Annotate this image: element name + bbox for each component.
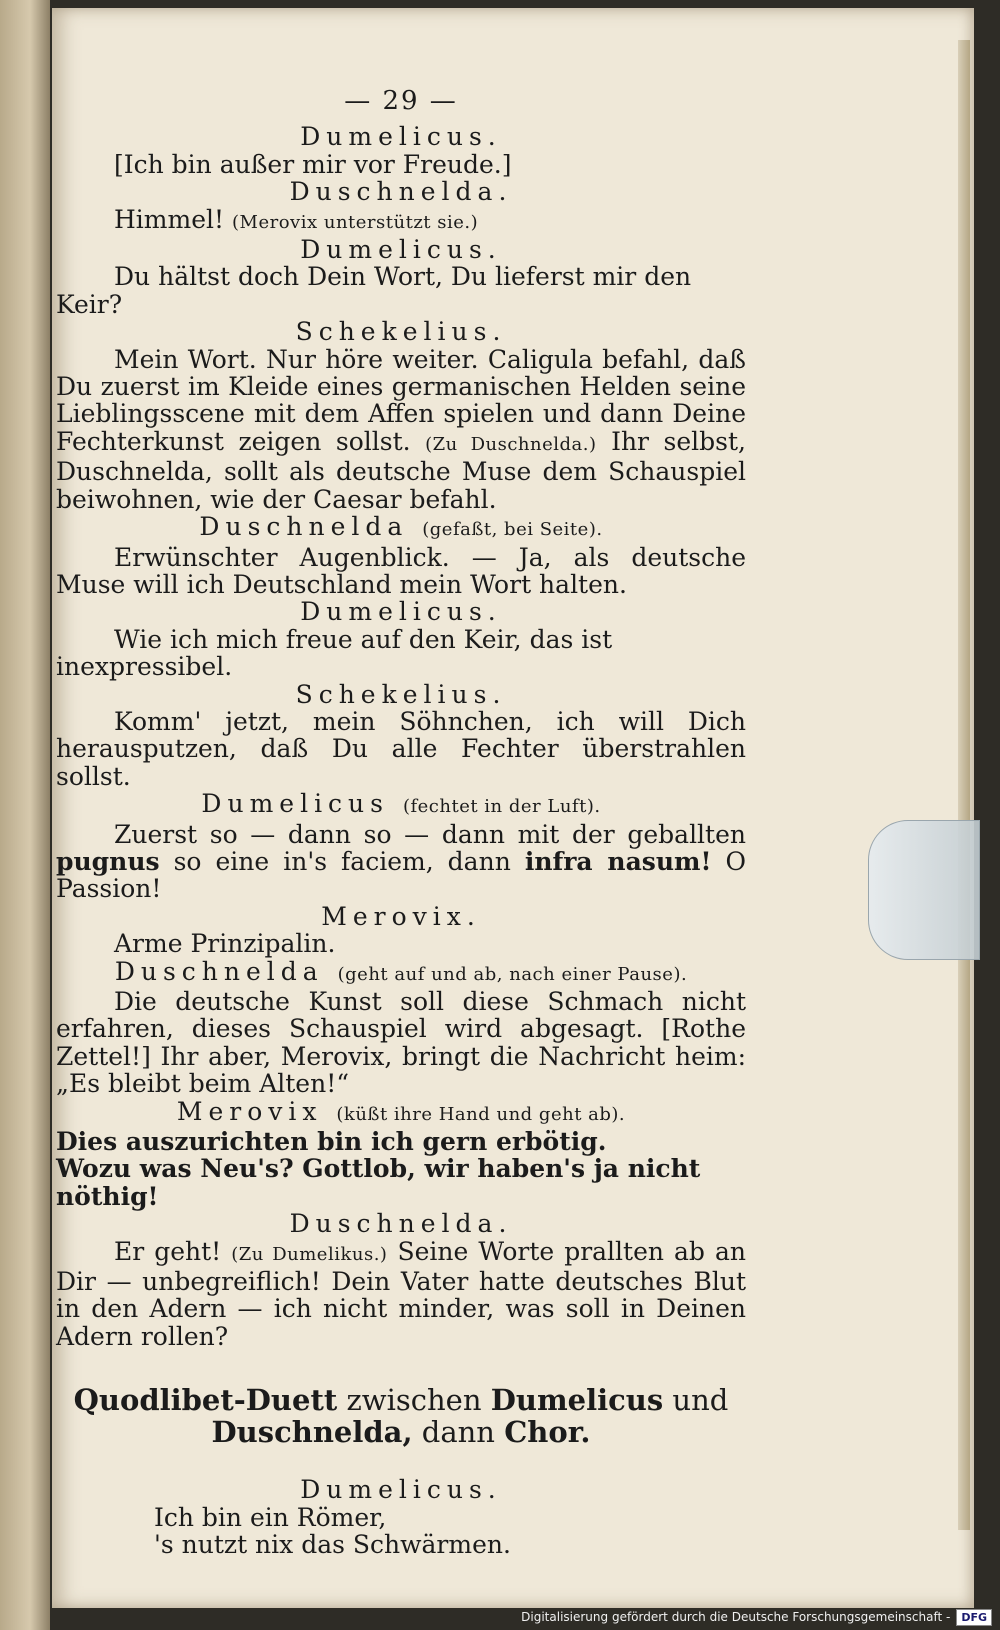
speaker-name: Dumelicus. <box>300 122 502 152</box>
dialogue-text: Erwünschter Augenblick. — Ja, als deutsche Muse will ich Deutschland mein Wort halten. <box>56 542 746 599</box>
stage-direction: (Merovix unterstützt sie.) <box>232 211 479 233</box>
dialogue-text: Seine Worte prallten ab an Dir — unbegreiflich! Dein Vater hatte deutsches Blut in den Adern — ich nicht minder, was soll in Deinen Adern rollen? <box>56 1236 746 1351</box>
speaker-name: Duschnelda <box>114 956 338 986</box>
verse-line: Dies auszurichten bin ich gern erbötig. <box>56 1127 607 1157</box>
dialogue-line: Arme Prinzipalin. <box>114 929 336 959</box>
facing-page-edge <box>0 0 50 1630</box>
speaker-name: Schekelius. <box>295 317 507 347</box>
stage-direction: (gefaßt, bei Seite). <box>422 519 603 541</box>
stage-direction: (Zu Dumelikus.) <box>231 1243 388 1265</box>
speaker-with-direction <box>56 1098 746 1128</box>
footer-text: Digitalisierung gefördert durch die Deutsche Forschungsgemeinschaft - <box>521 1610 951 1624</box>
dialogue-paragraph <box>56 346 746 513</box>
page-text <box>56 88 746 1559</box>
stage-direction: (geht auf und ab, nach einer Pause). <box>337 963 688 985</box>
song-speaker: Dumelicus. <box>300 1475 502 1505</box>
verse-line: Wozu was Neu's? Gottlob, wir haben's ja nicht nöthig! <box>56 1154 701 1211</box>
speaker-name: Duschnelda <box>199 512 423 542</box>
dialogue-paragraph <box>56 821 746 903</box>
dialogue-text: Komm' jetzt, mein Söhnchen, ich will Dich herausputzen, daß Du alle Fechter überstrahlen sollst. <box>56 706 746 791</box>
heading-part: und <box>663 1383 729 1418</box>
section-heading <box>56 1384 746 1448</box>
verse-line: Ich bin ein Römer, <box>154 1502 387 1532</box>
heading-part: zwischen <box>337 1383 491 1418</box>
dialogue-text: Ihr selbst, Duschnelda, sollt als deutsche Muse dem Schauspiel beiwohnen, wie der Caesar befahl. <box>56 426 746 514</box>
page-fore-edge <box>958 40 970 1530</box>
dialogue-text: Er geht! <box>114 1236 232 1266</box>
speaker-name: Duschnelda. <box>289 177 513 207</box>
dialogue-line: [Ich bin außer mir vor Freude.] <box>114 149 512 179</box>
heading-part: Dumelicus <box>490 1383 664 1418</box>
dialogue-paragraph <box>56 708 746 790</box>
speaker-name: Schekelius. <box>295 679 507 709</box>
footer-credit <box>521 1606 992 1628</box>
dialogue-text: Himmel! <box>114 204 232 234</box>
song-verse <box>56 1504 746 1559</box>
heading-part: Quodlibet-Duett <box>73 1383 338 1418</box>
dialogue-text: Mein Wort. Nur höre weiter. Caligula befahl, daß Du zuerst im Kleide eines germanischen Helden seine Lieblingsscene mit dem Affen spielen und dann Deine Fechterkunst zeigen sollst. <box>56 344 746 456</box>
speaker-name: Merovix <box>176 1096 337 1126</box>
speaker-name: Dumelicus <box>201 789 403 819</box>
heading-part: dann <box>412 1415 505 1450</box>
heading-part: Duschnelda, <box>211 1415 413 1450</box>
dialogue-line: Wie ich mich freue auf den Keir, das ist inexpressibel. <box>56 624 613 682</box>
page-clip <box>868 820 980 960</box>
speaker-name: Dumelicus. <box>300 597 502 627</box>
dialogue-text: pugnus <box>56 846 160 876</box>
dialogue-text: Zuerst so — dann so — dann mit der geballten <box>114 819 746 849</box>
dialogue-line: Du hältst doch Dein Wort, Du lieferst mir den Keir? <box>56 262 692 319</box>
dialogue-paragraph <box>56 544 746 599</box>
dialogue-paragraph <box>56 1238 746 1351</box>
dialogue-text: O Passion! <box>56 846 746 904</box>
stage-direction: (küßt ihre Hand und geht ab). <box>336 1103 626 1125</box>
heading-part: Chor. <box>504 1415 591 1450</box>
speaker-name: Merovix. <box>321 901 481 931</box>
speaker-name: Duschnelda. <box>289 1209 513 1239</box>
dialogue-line <box>56 206 746 236</box>
speaker-with-direction <box>56 513 746 543</box>
dialogue-blocks <box>56 123 746 1350</box>
stage-direction: (fechtet in der Luft). <box>402 796 601 818</box>
dialogue-text: so eine in's faciem, dann <box>159 846 525 876</box>
dfg-logo: DFG <box>956 1609 992 1626</box>
dialogue-text: infra nasum! <box>524 846 712 876</box>
speaker-with-direction <box>56 958 746 988</box>
page-number: — 29 — <box>344 86 458 116</box>
stage-direction: (Zu Duschnelda.) <box>425 433 597 455</box>
dialogue-text: Die deutsche Kunst soll diese Schmach nicht erfahren, dieses Schauspiel wird abgesagt. [Rothe Zettel!] Ihr aber, Merovix, bringt die Nachricht heim: „Es bleibt beim Alten!“ <box>56 987 746 1099</box>
speaker-with-direction <box>56 790 746 820</box>
speaker-name: Dumelicus. <box>300 235 502 265</box>
dialogue-paragraph <box>56 988 746 1098</box>
verse-line: 's nutzt nix das Schwärmen. <box>154 1530 511 1560</box>
